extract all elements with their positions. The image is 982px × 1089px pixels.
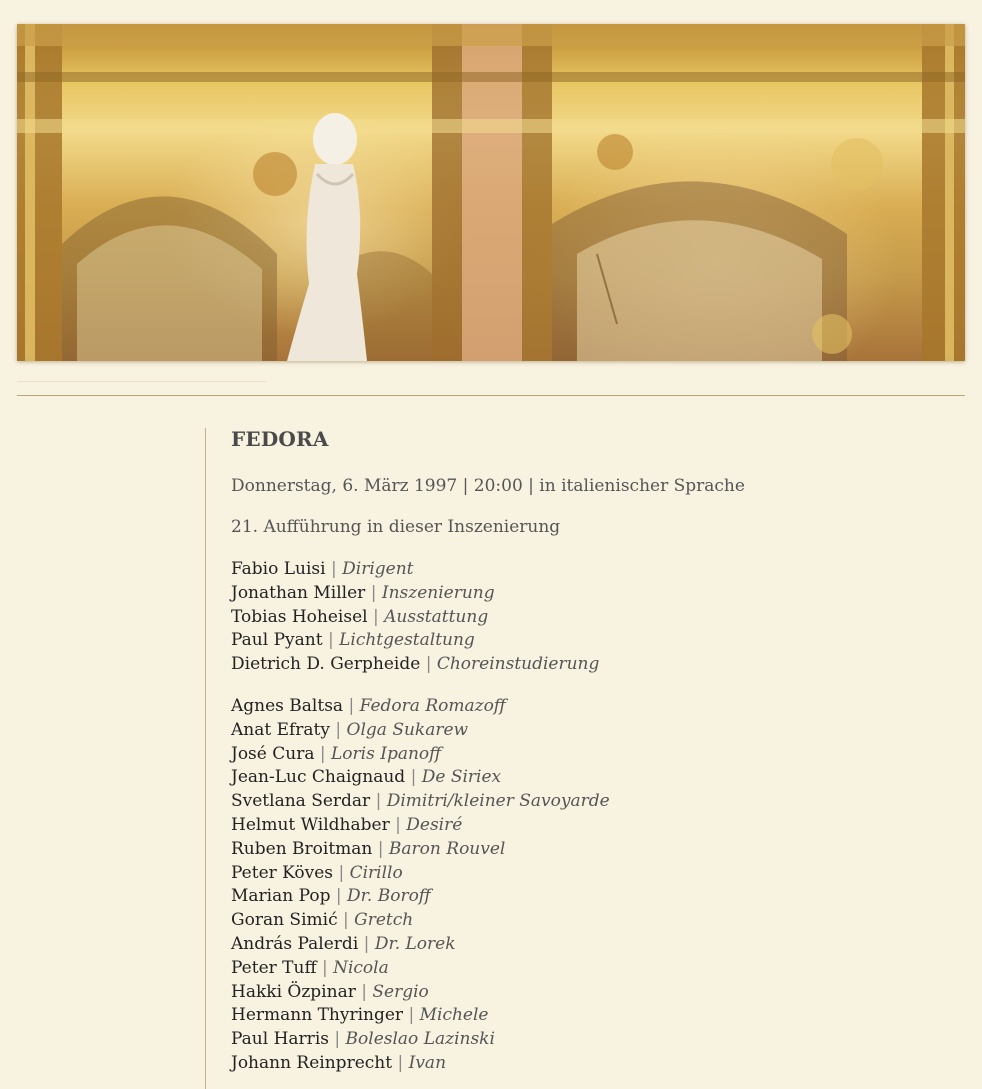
cast-row bbox=[231, 1004, 951, 1028]
person-role: Desiré bbox=[406, 814, 463, 835]
person-role: Nicola bbox=[333, 957, 389, 978]
cast-row bbox=[231, 885, 951, 909]
person-role: De Siriex bbox=[421, 767, 502, 788]
cast-row bbox=[231, 790, 951, 814]
person-name: Paul Harris bbox=[231, 1029, 329, 1050]
separator: | bbox=[370, 582, 377, 603]
person-role: Dirigent bbox=[342, 559, 414, 579]
person-role: Lichtgestaltung bbox=[339, 630, 475, 651]
person-name: Hermann Thyringer bbox=[231, 1005, 404, 1026]
separator: | bbox=[372, 606, 379, 627]
separator: | bbox=[343, 910, 349, 931]
cast-row bbox=[231, 814, 951, 838]
separator: | bbox=[330, 559, 337, 579]
person-role: Loris Ipanoff bbox=[331, 743, 442, 764]
team-row bbox=[231, 558, 951, 582]
person-name: Goran Simić bbox=[231, 910, 338, 931]
person-name: Peter Tuff bbox=[231, 957, 317, 978]
person-role: Gretch bbox=[354, 910, 414, 931]
separator: | bbox=[319, 743, 326, 764]
person-role: Boleslao Lazinski bbox=[345, 1029, 495, 1050]
cast-row bbox=[231, 1028, 951, 1052]
person-name: Jean-Luc Chaignaud bbox=[231, 767, 406, 788]
header-banner-image bbox=[17, 24, 965, 361]
header-divider bbox=[17, 395, 965, 396]
person-name: András Palerdi bbox=[231, 933, 359, 954]
creative-team-list bbox=[231, 558, 951, 677]
separator: | bbox=[377, 838, 384, 859]
cast-row bbox=[231, 933, 951, 957]
cast-row bbox=[231, 1052, 951, 1076]
separator: | bbox=[338, 862, 345, 883]
person-role: Dr. Lorek bbox=[374, 933, 456, 954]
team-row bbox=[231, 629, 951, 653]
cast-list bbox=[231, 695, 951, 1076]
person-name: Jonathan Miller bbox=[231, 582, 366, 603]
person-role: Choreinstudierung bbox=[436, 654, 600, 675]
person-name: José Cura bbox=[231, 743, 315, 764]
person-name: Johann Reinprecht bbox=[231, 1052, 393, 1073]
separator: | bbox=[408, 1005, 415, 1026]
content-vertical-rule bbox=[205, 428, 206, 1089]
separator: | bbox=[375, 791, 382, 812]
cast-row bbox=[231, 695, 951, 719]
person-role: Inszenierung bbox=[381, 582, 495, 603]
cast-row bbox=[231, 743, 951, 767]
separator: | bbox=[335, 719, 342, 740]
person-role: Ausstattung bbox=[384, 606, 489, 627]
person-name: Tobias Hoheisel bbox=[231, 606, 368, 627]
person-name: Anat Efraty bbox=[231, 719, 330, 740]
team-row bbox=[231, 582, 951, 606]
person-role: Sergio bbox=[372, 981, 429, 1002]
person-role: Michele bbox=[419, 1005, 489, 1026]
ornate-hall-illustration bbox=[17, 24, 965, 361]
separator: | bbox=[397, 1052, 404, 1073]
person-name: Dietrich D. Gerpheide bbox=[231, 654, 421, 675]
cast-row bbox=[231, 766, 951, 790]
separator: | bbox=[334, 1029, 341, 1050]
separator: | bbox=[410, 767, 417, 788]
cast-row bbox=[231, 981, 951, 1005]
team-row bbox=[231, 653, 951, 677]
person-role: Olga Sukarew bbox=[346, 719, 469, 740]
person-role: Dimitri/kleiner Savoyarde bbox=[386, 791, 610, 812]
person-role: Ivan bbox=[408, 1052, 447, 1073]
performance-details bbox=[231, 425, 951, 1076]
person-role: Baron Rouvel bbox=[388, 838, 506, 859]
person-name: Marian Pop bbox=[231, 886, 331, 907]
cast-row bbox=[231, 957, 951, 981]
person-name: Agnes Baltsa bbox=[231, 695, 344, 716]
cast-row bbox=[231, 862, 951, 886]
person-role: Fedora Romazoff bbox=[359, 695, 506, 716]
person-name: Helmut Wildhaber bbox=[231, 814, 390, 835]
separator: | bbox=[335, 886, 342, 907]
separator: | bbox=[361, 981, 367, 1002]
separator: | bbox=[348, 695, 355, 716]
person-name: Peter Köves bbox=[231, 862, 334, 883]
cast-row bbox=[231, 838, 951, 862]
separator: | bbox=[363, 933, 370, 954]
separator: | bbox=[327, 630, 334, 651]
performance-count-line: 21. Aufführung in dieser Inszenierung bbox=[231, 517, 561, 537]
team-row bbox=[231, 606, 951, 630]
opera-title: FEDORA bbox=[231, 427, 329, 451]
person-name: Paul Pyant bbox=[231, 630, 323, 651]
person-role: Cirillo bbox=[349, 862, 403, 883]
person-name: Hakki Özpinar bbox=[231, 981, 356, 1002]
separator: | bbox=[425, 654, 432, 675]
person-name: Ruben Broitman bbox=[231, 838, 373, 859]
separator: | bbox=[395, 814, 401, 835]
person-name: Svetlana Serdar bbox=[231, 791, 371, 812]
decorative-faint-rule bbox=[17, 381, 267, 382]
cast-row bbox=[231, 909, 951, 933]
person-name: Fabio Luisi bbox=[231, 559, 326, 579]
person-role: Dr. Boroff bbox=[347, 886, 431, 907]
separator: | bbox=[321, 957, 328, 978]
performance-date-line: Donnerstag, 6. März 1997 | 20:00 | in italienischer Sprache bbox=[231, 476, 745, 496]
cast-row bbox=[231, 719, 951, 743]
